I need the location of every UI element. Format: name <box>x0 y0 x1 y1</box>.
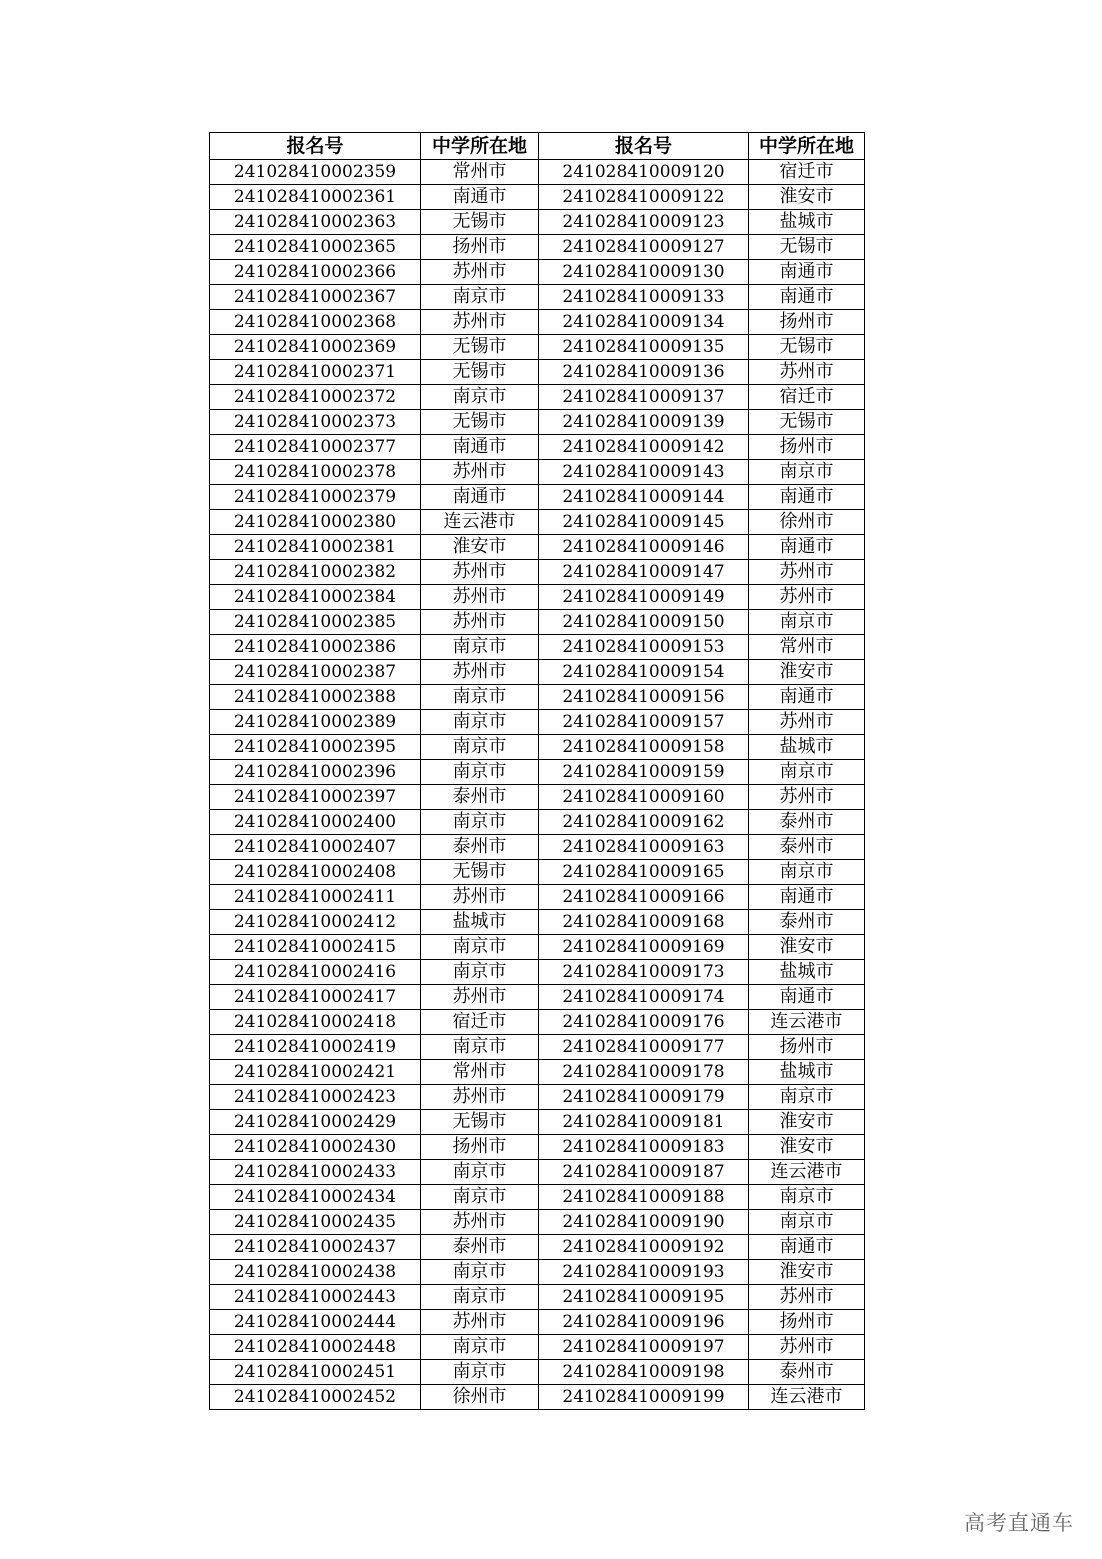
registration-number-cell: 241028410002386 <box>210 635 421 660</box>
table-row <box>210 510 865 535</box>
registration-number-cell: 241028410002359 <box>210 160 421 185</box>
registration-number-cell: 241028410002433 <box>210 1160 421 1185</box>
school-location-cell: 无锡市 <box>421 1110 539 1135</box>
school-location-cell: 泰州市 <box>421 1235 539 1260</box>
school-location-cell: 苏州市 <box>421 1085 539 1110</box>
school-location-cell: 苏州市 <box>749 1285 865 1310</box>
registration-number-cell: 241028410002421 <box>210 1060 421 1085</box>
school-location-cell: 盐城市 <box>749 1060 865 1085</box>
school-location-cell: 盐城市 <box>749 735 865 760</box>
header-school-location-left: 中学所在地 <box>421 133 539 160</box>
registration-number-cell: 241028410009181 <box>539 1110 749 1135</box>
school-location-cell: 南京市 <box>421 635 539 660</box>
registration-number-cell: 241028410009163 <box>539 835 749 860</box>
school-location-cell: 南通市 <box>749 535 865 560</box>
school-location-cell: 淮安市 <box>749 1135 865 1160</box>
registration-number-cell: 241028410002372 <box>210 385 421 410</box>
registration-number-cell: 241028410009183 <box>539 1135 749 1160</box>
school-location-cell: 淮安市 <box>749 935 865 960</box>
school-location-cell: 苏州市 <box>421 610 539 635</box>
registration-number-cell: 241028410002438 <box>210 1260 421 1285</box>
school-location-cell: 扬州市 <box>749 1035 865 1060</box>
table-header-row <box>210 133 865 160</box>
school-location-cell: 淮安市 <box>749 660 865 685</box>
school-location-cell: 南通市 <box>421 185 539 210</box>
school-location-cell: 扬州市 <box>421 1135 539 1160</box>
registration-number-cell: 241028410009157 <box>539 710 749 735</box>
table-row <box>210 1160 865 1185</box>
header-school-location-right: 中学所在地 <box>749 133 865 160</box>
registration-number-cell: 241028410009154 <box>539 660 749 685</box>
school-location-cell: 南京市 <box>421 1285 539 1310</box>
registration-number-cell: 241028410002429 <box>210 1110 421 1135</box>
table-row <box>210 885 865 910</box>
school-location-cell: 南京市 <box>421 285 539 310</box>
registration-number-cell: 241028410009136 <box>539 360 749 385</box>
registration-number-cell: 241028410009176 <box>539 1010 749 1035</box>
table-row <box>210 1360 865 1385</box>
school-location-cell: 南京市 <box>421 960 539 985</box>
table-row <box>210 1085 865 1110</box>
table-row <box>210 785 865 810</box>
table-row <box>210 485 865 510</box>
registration-number-cell: 241028410002443 <box>210 1285 421 1310</box>
school-location-cell: 常州市 <box>421 1060 539 1085</box>
school-location-cell: 淮安市 <box>749 1260 865 1285</box>
table-row <box>210 160 865 185</box>
school-location-cell: 泰州市 <box>749 1360 865 1385</box>
registration-number-cell: 241028410009197 <box>539 1335 749 1360</box>
school-location-cell: 南京市 <box>421 810 539 835</box>
registration-number-cell: 241028410009196 <box>539 1310 749 1335</box>
registration-number-cell: 241028410002363 <box>210 210 421 235</box>
table-row <box>210 935 865 960</box>
table-row <box>210 1060 865 1085</box>
school-location-cell: 苏州市 <box>421 1310 539 1335</box>
registration-number-cell: 241028410002379 <box>210 485 421 510</box>
school-location-cell: 无锡市 <box>749 235 865 260</box>
registration-number-cell: 241028410002417 <box>210 985 421 1010</box>
school-location-cell: 南京市 <box>749 610 865 635</box>
registration-number-cell: 241028410009137 <box>539 385 749 410</box>
school-location-cell: 苏州市 <box>749 360 865 385</box>
registration-number-cell: 241028410009142 <box>539 435 749 460</box>
school-location-cell: 淮安市 <box>421 535 539 560</box>
registration-number-cell: 241028410009169 <box>539 935 749 960</box>
registration-number-cell: 241028410009122 <box>539 185 749 210</box>
registration-number-cell: 241028410009162 <box>539 810 749 835</box>
table-row <box>210 1135 865 1160</box>
school-location-cell: 扬州市 <box>749 310 865 335</box>
registration-number-cell: 241028410002371 <box>210 360 421 385</box>
table-row <box>210 960 865 985</box>
registration-number-cell: 241028410009159 <box>539 760 749 785</box>
table-row <box>210 385 865 410</box>
registration-number-cell: 241028410009135 <box>539 335 749 360</box>
table-row <box>210 1310 865 1335</box>
registration-number-cell: 241028410009165 <box>539 860 749 885</box>
school-location-cell: 南京市 <box>421 1185 539 1210</box>
table-body <box>210 160 865 1410</box>
registration-number-cell: 241028410009133 <box>539 285 749 310</box>
school-location-cell: 南京市 <box>749 760 865 785</box>
registration-number-cell: 241028410002411 <box>210 885 421 910</box>
registration-number-cell: 241028410002378 <box>210 460 421 485</box>
school-location-cell: 南京市 <box>749 1210 865 1235</box>
school-location-cell: 南通市 <box>421 435 539 460</box>
table-row <box>210 185 865 210</box>
table-row <box>210 685 865 710</box>
table-row <box>210 635 865 660</box>
table-row <box>210 560 865 585</box>
school-location-cell: 南通市 <box>749 485 865 510</box>
table-row <box>210 1235 865 1260</box>
school-location-cell: 宿迁市 <box>749 385 865 410</box>
school-location-cell: 无锡市 <box>421 410 539 435</box>
table-row <box>210 760 865 785</box>
school-location-cell: 扬州市 <box>749 435 865 460</box>
registration-number-cell: 241028410009192 <box>539 1235 749 1260</box>
table-row <box>210 910 865 935</box>
registration-number-cell: 241028410002416 <box>210 960 421 985</box>
registration-number-cell: 241028410002395 <box>210 735 421 760</box>
registration-number-cell: 241028410002388 <box>210 685 421 710</box>
table-row <box>210 210 865 235</box>
registration-number-cell: 241028410002381 <box>210 535 421 560</box>
registration-number-cell: 241028410009120 <box>539 160 749 185</box>
table-row <box>210 860 865 885</box>
school-location-cell: 淮安市 <box>749 1110 865 1135</box>
registration-number-cell: 241028410009153 <box>539 635 749 660</box>
school-location-cell: 南京市 <box>421 685 539 710</box>
table-row <box>210 410 865 435</box>
watermark-text: 高考直通车 <box>964 1511 1074 1535</box>
school-location-cell: 盐城市 <box>749 960 865 985</box>
registration-number-cell: 241028410002366 <box>210 260 421 285</box>
school-location-cell: 扬州市 <box>749 1310 865 1335</box>
school-location-cell: 无锡市 <box>749 410 865 435</box>
registration-number-cell: 241028410002437 <box>210 1235 421 1260</box>
admission-list-table <box>209 132 865 1410</box>
table-row <box>210 435 865 460</box>
registration-number-cell: 241028410002382 <box>210 560 421 585</box>
school-location-cell: 常州市 <box>421 160 539 185</box>
table-row <box>210 1185 865 1210</box>
school-location-cell: 南京市 <box>421 760 539 785</box>
school-location-cell: 南通市 <box>421 485 539 510</box>
school-location-cell: 无锡市 <box>421 210 539 235</box>
school-location-cell: 南京市 <box>421 1360 539 1385</box>
table-row <box>210 235 865 260</box>
school-location-cell: 苏州市 <box>421 660 539 685</box>
school-location-cell: 南京市 <box>421 735 539 760</box>
table-row <box>210 360 865 385</box>
school-location-cell: 苏州市 <box>421 310 539 335</box>
registration-number-cell: 241028410009130 <box>539 260 749 285</box>
table-row <box>210 335 865 360</box>
registration-number-cell: 241028410002389 <box>210 710 421 735</box>
school-location-cell: 南京市 <box>421 1260 539 1285</box>
registration-number-cell: 241028410009145 <box>539 510 749 535</box>
school-location-cell: 泰州市 <box>749 910 865 935</box>
table-row <box>210 310 865 335</box>
table-row <box>210 1035 865 1060</box>
school-location-cell: 宿迁市 <box>749 160 865 185</box>
school-location-cell: 宿迁市 <box>421 1010 539 1035</box>
school-location-cell: 苏州市 <box>749 585 865 610</box>
registration-number-cell: 241028410002408 <box>210 860 421 885</box>
registration-number-cell: 241028410009147 <box>539 560 749 585</box>
registration-number-cell: 241028410009143 <box>539 460 749 485</box>
school-location-cell: 常州市 <box>749 635 865 660</box>
school-location-cell: 无锡市 <box>421 360 539 385</box>
school-location-cell: 无锡市 <box>421 335 539 360</box>
school-location-cell: 南通市 <box>749 985 865 1010</box>
registration-number-cell: 241028410009198 <box>539 1360 749 1385</box>
registration-number-cell: 241028410002387 <box>210 660 421 685</box>
registration-number-cell: 241028410009190 <box>539 1210 749 1235</box>
registration-number-cell: 241028410002373 <box>210 410 421 435</box>
table-row <box>210 460 865 485</box>
registration-number-cell: 241028410009160 <box>539 785 749 810</box>
school-location-cell: 苏州市 <box>749 785 865 810</box>
registration-number-cell: 241028410002380 <box>210 510 421 535</box>
registration-number-cell: 241028410002434 <box>210 1185 421 1210</box>
registration-number-cell: 241028410002448 <box>210 1335 421 1360</box>
registration-number-cell: 241028410009188 <box>539 1185 749 1210</box>
registration-number-cell: 241028410009134 <box>539 310 749 335</box>
school-location-cell: 南通市 <box>749 285 865 310</box>
registration-number-cell: 241028410002435 <box>210 1210 421 1235</box>
school-location-cell: 南通市 <box>749 885 865 910</box>
school-location-cell: 苏州市 <box>421 460 539 485</box>
registration-number-cell: 241028410009168 <box>539 910 749 935</box>
table-row <box>210 285 865 310</box>
registration-number-cell: 241028410002419 <box>210 1035 421 1060</box>
table-row <box>210 985 865 1010</box>
school-location-cell: 连云港市 <box>749 1010 865 1035</box>
school-location-cell: 连云港市 <box>749 1160 865 1185</box>
school-location-cell: 南通市 <box>749 1235 865 1260</box>
school-location-cell: 南通市 <box>749 260 865 285</box>
registration-number-cell: 241028410009174 <box>539 985 749 1010</box>
registration-number-cell: 241028410009193 <box>539 1260 749 1285</box>
school-location-cell: 泰州市 <box>421 835 539 860</box>
header-registration-number-left: 报名号 <box>210 133 421 160</box>
registration-number-cell: 241028410002418 <box>210 1010 421 1035</box>
registration-number-cell: 241028410002451 <box>210 1360 421 1385</box>
table-row <box>210 835 865 860</box>
registration-number-cell: 241028410009173 <box>539 960 749 985</box>
table-row <box>210 1385 865 1410</box>
school-location-cell: 苏州市 <box>749 1335 865 1360</box>
registration-number-cell: 241028410002444 <box>210 1310 421 1335</box>
registration-number-cell: 241028410009178 <box>539 1060 749 1085</box>
school-location-cell: 南京市 <box>749 860 865 885</box>
school-location-cell: 南京市 <box>749 460 865 485</box>
registration-number-cell: 241028410002407 <box>210 835 421 860</box>
school-location-cell: 苏州市 <box>749 710 865 735</box>
school-location-cell: 无锡市 <box>421 860 539 885</box>
table-row <box>210 735 865 760</box>
registration-number-cell: 241028410002365 <box>210 235 421 260</box>
registration-number-cell: 241028410002361 <box>210 185 421 210</box>
registration-number-cell: 241028410009139 <box>539 410 749 435</box>
school-location-cell: 南京市 <box>421 385 539 410</box>
school-location-cell: 盐城市 <box>421 910 539 935</box>
table-row <box>210 1260 865 1285</box>
table-row <box>210 810 865 835</box>
registration-number-cell: 241028410009199 <box>539 1385 749 1410</box>
table-row <box>210 260 865 285</box>
registration-number-cell: 241028410009156 <box>539 685 749 710</box>
school-location-cell: 苏州市 <box>421 585 539 610</box>
school-location-cell: 南京市 <box>749 1085 865 1110</box>
registration-number-cell: 241028410009144 <box>539 485 749 510</box>
registration-number-cell: 241028410009177 <box>539 1035 749 1060</box>
registration-number-cell: 241028410009146 <box>539 535 749 560</box>
school-location-cell: 泰州市 <box>749 835 865 860</box>
registration-number-cell: 241028410009127 <box>539 235 749 260</box>
table-row <box>210 1210 865 1235</box>
school-location-cell: 徐州市 <box>749 510 865 535</box>
school-location-cell: 苏州市 <box>421 260 539 285</box>
table-row <box>210 1110 865 1135</box>
school-location-cell: 南京市 <box>749 1185 865 1210</box>
table-row <box>210 535 865 560</box>
school-location-cell: 南通市 <box>749 685 865 710</box>
table-row <box>210 1285 865 1310</box>
registration-number-cell: 241028410009158 <box>539 735 749 760</box>
registration-number-cell: 241028410002430 <box>210 1135 421 1160</box>
table-row <box>210 1010 865 1035</box>
school-location-cell: 无锡市 <box>749 335 865 360</box>
school-location-cell: 苏州市 <box>421 985 539 1010</box>
school-location-cell: 南京市 <box>421 1160 539 1185</box>
school-location-cell: 苏州市 <box>749 560 865 585</box>
registration-number-cell: 241028410009179 <box>539 1085 749 1110</box>
school-location-cell: 南京市 <box>421 710 539 735</box>
table-row <box>210 585 865 610</box>
registration-number-cell: 241028410002377 <box>210 435 421 460</box>
table-row <box>210 710 865 735</box>
table-row <box>210 660 865 685</box>
school-location-cell: 泰州市 <box>421 785 539 810</box>
registration-number-cell: 241028410002423 <box>210 1085 421 1110</box>
school-location-cell: 南京市 <box>421 935 539 960</box>
registration-number-cell: 241028410009123 <box>539 210 749 235</box>
school-location-cell: 泰州市 <box>749 810 865 835</box>
registration-number-cell: 241028410002367 <box>210 285 421 310</box>
school-location-cell: 盐城市 <box>749 210 865 235</box>
school-location-cell: 苏州市 <box>421 1210 539 1235</box>
registration-number-cell: 241028410002400 <box>210 810 421 835</box>
registration-number-cell: 241028410002412 <box>210 910 421 935</box>
registration-number-cell: 241028410009166 <box>539 885 749 910</box>
school-location-cell: 连云港市 <box>749 1385 865 1410</box>
table-row <box>210 610 865 635</box>
registration-number-cell: 241028410002384 <box>210 585 421 610</box>
registration-number-cell: 241028410009150 <box>539 610 749 635</box>
school-location-cell: 南京市 <box>421 1335 539 1360</box>
registration-number-cell: 241028410009187 <box>539 1160 749 1185</box>
registration-number-cell: 241028410002397 <box>210 785 421 810</box>
header-registration-number-right: 报名号 <box>539 133 749 160</box>
school-location-cell: 苏州市 <box>421 560 539 585</box>
school-location-cell: 扬州市 <box>421 235 539 260</box>
school-location-cell: 南京市 <box>421 1035 539 1060</box>
registration-number-cell: 241028410002385 <box>210 610 421 635</box>
registration-number-cell: 241028410002452 <box>210 1385 421 1410</box>
registration-number-cell: 241028410009195 <box>539 1285 749 1310</box>
registration-number-cell: 241028410002396 <box>210 760 421 785</box>
registration-number-cell: 241028410002415 <box>210 935 421 960</box>
registration-number-cell: 241028410002368 <box>210 310 421 335</box>
school-location-cell: 徐州市 <box>421 1385 539 1410</box>
school-location-cell: 淮安市 <box>749 185 865 210</box>
school-location-cell: 连云港市 <box>421 510 539 535</box>
registration-number-cell: 241028410002369 <box>210 335 421 360</box>
school-location-cell: 苏州市 <box>421 885 539 910</box>
table-row <box>210 1335 865 1360</box>
registration-number-cell: 241028410009149 <box>539 585 749 610</box>
